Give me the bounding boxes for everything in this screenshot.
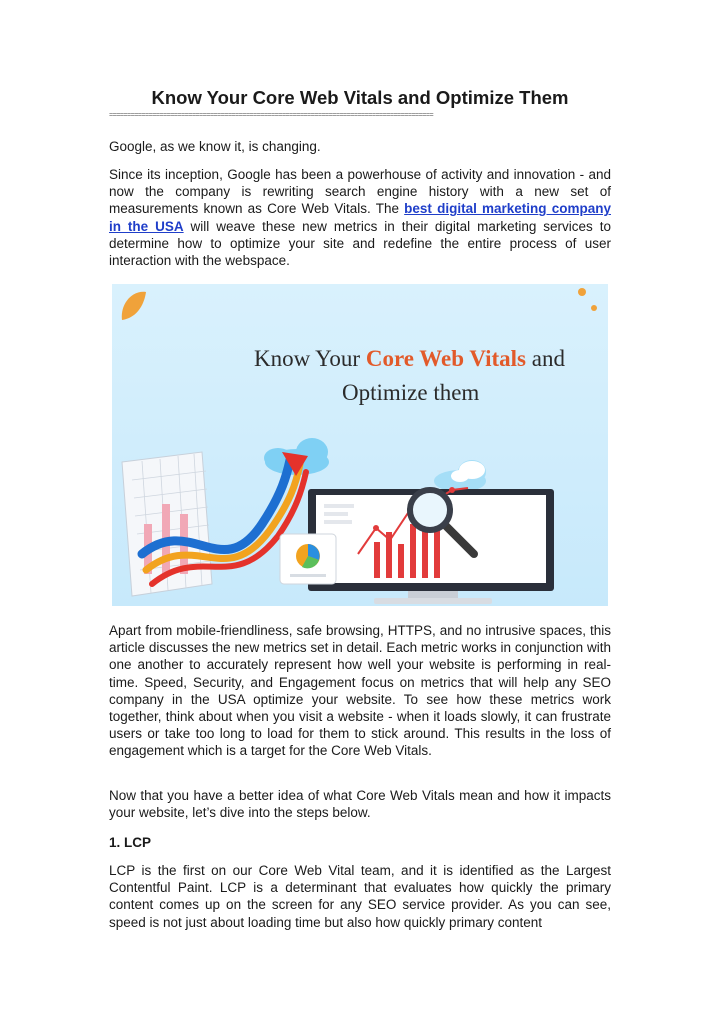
paragraph-inception [109, 166, 611, 269]
best-digital-marketing-link[interactable]: best digital marketing company in the USA [109, 201, 611, 234]
hero-headline-line2: Optimize them [342, 380, 480, 405]
paragraph-next-steps: Now that you have a better idea of what Core Web Vitals mean and how it impacts your website, let’s dive into the steps below. [109, 788, 611, 821]
document-title: Know Your Core Web Vitals and Optimize Them [151, 87, 569, 108]
paragraph-inception-text-b: will weave these new metrics in their digital marketing services to determine how to optimize your site and redefine the entire process of user interaction with the webspace. [109, 218, 611, 269]
paragraph-intro: Google, as we know it, is changing. [109, 139, 321, 154]
tablet-graphic [280, 534, 336, 584]
hero-illustration [112, 284, 608, 606]
hero-banner-image [112, 284, 608, 606]
section-heading-lcp: 1. LCP [109, 835, 152, 850]
decorative-dots [578, 288, 597, 311]
paragraph-inception-text-a: Since its inception, Google has been a powerhouse of activity and innovation - and now the company is rewriting search engine history with a new set of measurements known as Core Web Vitals. The [109, 167, 611, 217]
leaf-icon [122, 292, 146, 320]
paragraph-lcp: LCP is the first on our Core Web Vital team, and it is identified as the Largest Contentful Paint. LCP is a determinant that evaluates how quickly the primary content comes up on the screen for any SEO service provider. As you can see, speed is not just about loading time but also how quickly primary content [109, 863, 611, 930]
title-divider: ========================================================================================== [109, 113, 434, 120]
paragraph-metrics-overview: Apart from mobile-friendliness, safe browsing, HTTPS, and no intrusive spaces, this article discusses the new metrics set in detail. Each metric works in conjunction with one another to accurately represent how well your website is performing in real-time. Speed, Security, and Engagement focus on metrics that will help any SEO company in the USA optimize your website. To see how these metrics work together, think about when you visit a website - when it loads slowly, it can frustrate users or take too long to load for them to stick around. This results in the loss of engagement which is a target for the Core Web Vitals. [109, 623, 611, 759]
hero-headline-line1: Know Your Core Web Vitals and [254, 346, 565, 371]
